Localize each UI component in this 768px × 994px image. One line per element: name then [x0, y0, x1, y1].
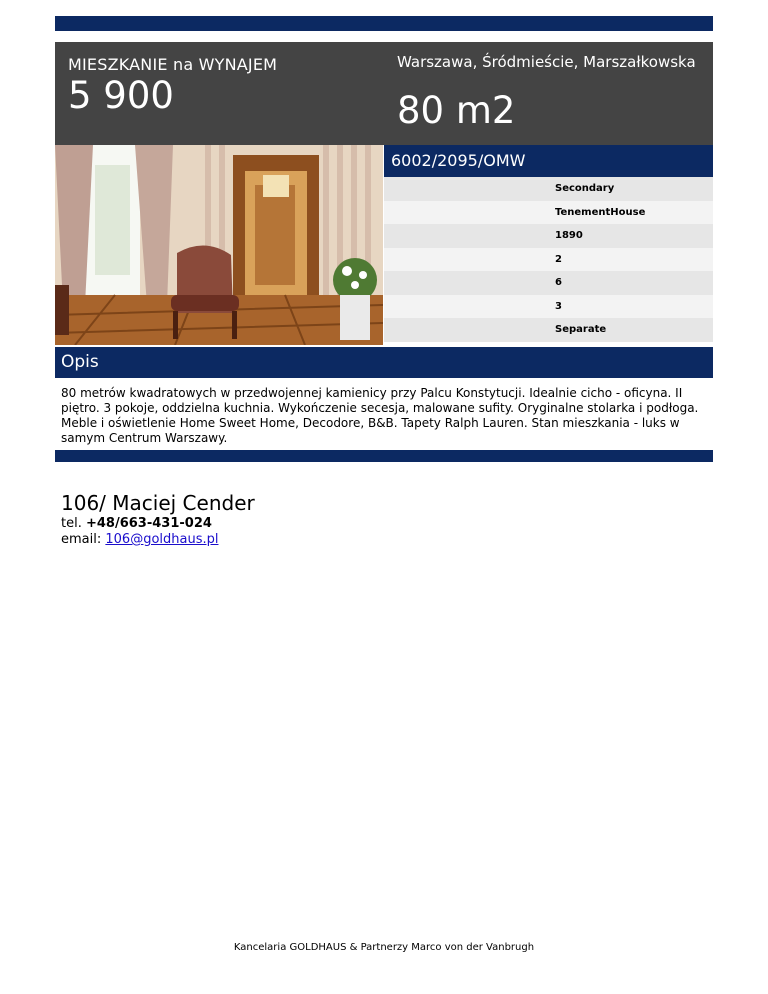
agent-email-link[interactable]: 106@goldhaus.pl	[105, 532, 219, 547]
reference-bar	[384, 145, 713, 177]
listing-header	[55, 42, 713, 145]
reference-number: 6002/2095/OMW	[391, 151, 526, 170]
param-floor: 2	[384, 248, 713, 272]
phone-label: tel.	[61, 516, 82, 531]
agent-contact	[61, 490, 255, 548]
price: 5 900	[68, 74, 174, 117]
agent-phone: +48/663-431-024	[85, 516, 212, 531]
top-accent-bar	[55, 16, 713, 31]
apartment-photo	[55, 145, 383, 345]
footer-text: Kancelaria GOLDHAUS & Partnerzy Marco von der Vanbrugh	[233, 942, 535, 953]
param-kitchen: Separate	[384, 318, 713, 342]
email-label: email:	[61, 532, 102, 547]
param-market: Secondary	[384, 177, 713, 201]
param-rooms: 3	[384, 295, 713, 319]
offer-type: MIESZKANIE na WYNAJEM	[68, 55, 278, 74]
area: 80 m2	[397, 89, 516, 132]
agent-email-line	[61, 532, 255, 548]
description-text: 80 metrów kwadratowych w przedwojennej kamienicy przy Palcu Konstytucji. Idealnie cicho - oficyna. II piętro. 3 pokoje, oddzielna kuchnia. Wykończenie secesja, malowane sufity. Oryginalne stolarka i podłoga. Meble i oświetlenie Home Sweet Home, Decodore, B&B. Tapety Ralph Lauren. Stan mieszkania - luks w samym Centrum Warszawy.	[61, 386, 699, 445]
agent-phone-line	[61, 516, 255, 532]
param-building-type: TenementHouse	[384, 201, 713, 225]
params-table	[384, 177, 713, 342]
param-year-built: 1890	[384, 224, 713, 248]
param-total-floors: 6	[384, 271, 713, 295]
description-heading-bar	[55, 347, 713, 378]
description-heading: Opis	[61, 352, 99, 372]
bottom-accent-bar	[55, 450, 713, 462]
agent-name: 106/ Maciej Cender	[61, 491, 255, 515]
location: Warszawa, Śródmieście, Marszałkowska	[397, 53, 696, 71]
